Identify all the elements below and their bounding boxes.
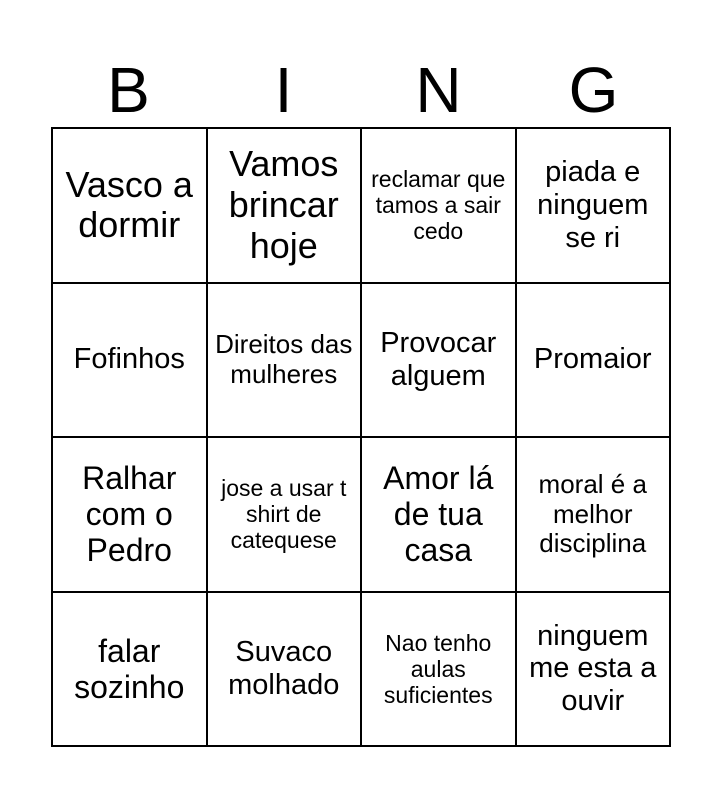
bingo-cell[interactable]: Suvaco molhado xyxy=(207,592,362,747)
bingo-cell[interactable]: Direitos das mulheres xyxy=(207,283,362,438)
bingo-card-grid xyxy=(51,127,671,747)
header-letter-n: N xyxy=(415,54,462,126)
header-letter-b: B xyxy=(107,54,150,126)
bingo-cell[interactable]: Vamos brincar hoje xyxy=(207,128,362,283)
bingo-cell[interactable]: piada e ninguem se ri xyxy=(516,128,671,283)
bingo-cell[interactable]: Fofinhos xyxy=(52,283,207,438)
header-letter-g: G xyxy=(568,54,619,126)
bingo-cell[interactable]: ninguem me esta a ouvir xyxy=(516,592,671,747)
bingo-cell[interactable]: Amor lá de tua casa xyxy=(361,437,516,592)
bingo-cell[interactable]: falar sozinho xyxy=(52,592,207,747)
bingo-cell[interactable]: Ralhar com o Pedro xyxy=(52,437,207,592)
bingo-cell[interactable]: reclamar que tamos a sair cedo xyxy=(361,128,516,283)
bingo-header xyxy=(51,52,671,128)
bingo-cell[interactable]: Promaior xyxy=(516,283,671,438)
bingo-cell[interactable]: Nao tenho aulas suficientes xyxy=(361,592,516,747)
header-letter-i: I xyxy=(274,54,293,126)
bingo-cell[interactable]: moral é a melhor disciplina xyxy=(516,437,671,592)
bingo-cell[interactable]: jose a usar t shirt de catequese xyxy=(207,437,362,592)
bingo-cell[interactable]: Vasco a dormir xyxy=(52,128,207,283)
bingo-cell[interactable]: Provocar alguem xyxy=(361,283,516,438)
